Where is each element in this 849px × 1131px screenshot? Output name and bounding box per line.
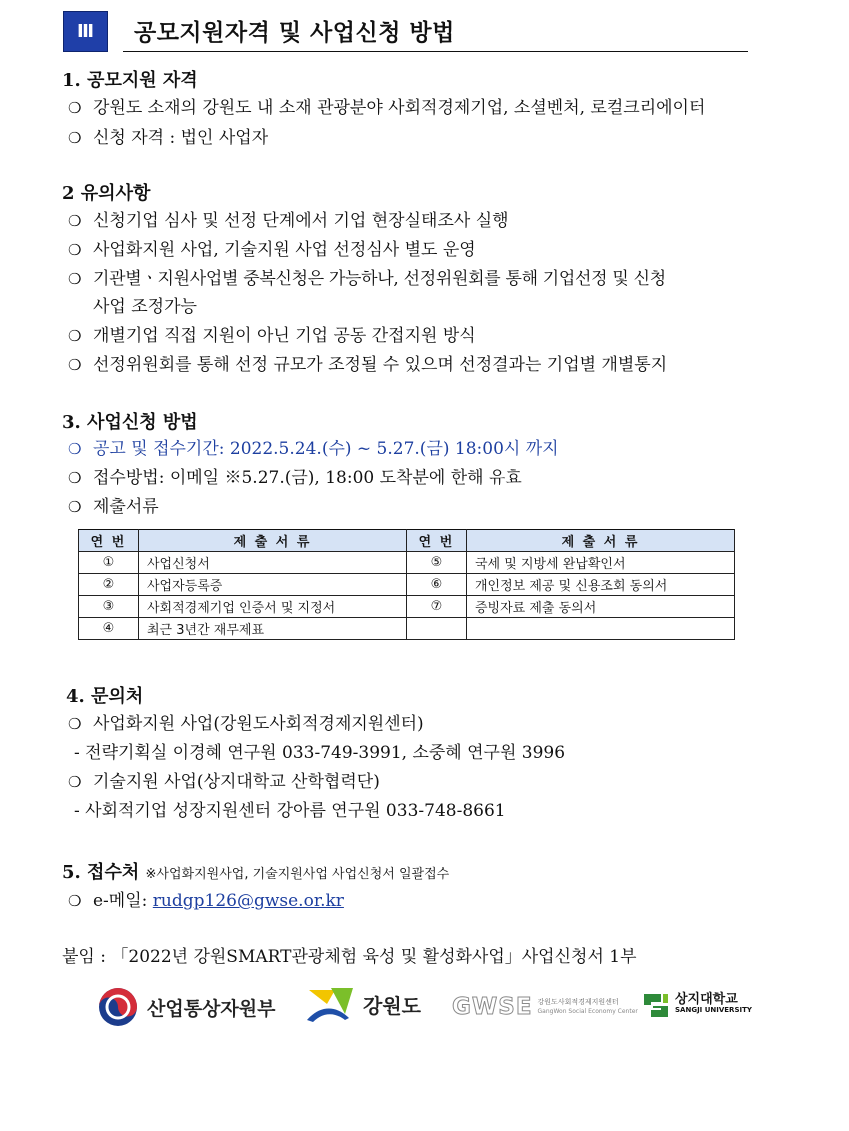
table-cell: ④	[79, 618, 139, 640]
section-1-item: ❍ 신청 자격 : 법인 사업자	[68, 128, 269, 148]
section-1-heading: 1. 공모지원 자격	[62, 70, 198, 91]
section-2-item: ❍ 신청기업 심사 및 선정 단계에서 기업 현장실태조사 실행	[68, 211, 509, 231]
table-cell: ③	[79, 596, 139, 618]
bullet-circle-icon: ❍	[68, 270, 82, 288]
section-5-note: ※사업화지원사업, 기술지원사업 사업신청서 일괄접수	[145, 867, 450, 882]
table-cell: 사회적경제기업 인증서 및 지정서	[139, 596, 407, 618]
section-2-item: ❍ 선정위원회를 통해 선정 규모가 조정될 수 있으며 선정결과는 기업별 개별통지	[68, 355, 668, 375]
required-documents-label: ❍ 제출서류	[68, 497, 159, 517]
table-cell: ②	[79, 574, 139, 596]
attachment-note: 붙임 : 「2022년 강원SMART관광체험 육성 및 활성화사업」사업신청서 1부	[62, 947, 637, 967]
gwse-name-en: GangWon Social Economy Center	[537, 1008, 638, 1015]
section-1-item: ❍ 강원도 소재의 강원도 내 소재 관광분야 사회적경제기업, 소셜벤처, 로컬크리에이터	[68, 98, 706, 118]
table-cell: ⑥	[407, 574, 467, 596]
bullet-circle-icon: ❍	[68, 892, 82, 910]
table-cell: 사업자등록증	[139, 574, 407, 596]
application-period: ❍ 공고 및 접수기간: 2022.5.24.(수) ~ 5.27.(금) 18:00시 까지	[68, 439, 559, 459]
gwse-mark: GWSE	[452, 994, 533, 1020]
ministry-logo	[97, 986, 275, 1028]
contact-detail: - 전략기획실 이경혜 연구원 033-749-3991, 소중혜 연구원 3996	[74, 743, 566, 763]
column-header: 제 출 서 류	[467, 530, 735, 552]
table-cell	[467, 618, 735, 640]
taegeuk-icon	[97, 986, 139, 1028]
column-header: 제 출 서 류	[139, 530, 407, 552]
contact-item: ❍ 사업화지원 사업(강원도사회적경제지원센터)	[68, 714, 424, 734]
table-cell: ⑤	[407, 552, 467, 574]
section-2-item: ❍ 사업화지원 사업, 기술지원 사업 선정심사 별도 운영	[68, 240, 476, 260]
table-cell: 증빙자료 제출 동의서	[467, 596, 735, 618]
table-cell: 최근 3년간 재무제표	[139, 618, 407, 640]
bullet-circle-icon: ❍	[68, 715, 82, 733]
submission-method: ❍ 접수방법: 이메일 ※5.27.(금), 18:00 도착분에 한해 유효	[68, 468, 522, 488]
title-underline	[123, 51, 748, 52]
sangji-name-kr: 상지대학교	[675, 992, 738, 1007]
sangji-name-en: SANGJI UNIVERSITY	[675, 1006, 752, 1014]
gwse-logo	[452, 994, 638, 1020]
bullet-circle-icon: ❍	[68, 440, 82, 458]
table-row	[79, 618, 735, 640]
bullet-circle-icon: ❍	[68, 212, 82, 230]
contact-detail: - 사회적기업 성장지원센터 강아름 연구원 033-748-8661	[74, 801, 506, 821]
bullet-circle-icon: ❍	[68, 129, 82, 147]
section-5-heading: 5. 접수처 ※사업화지원사업, 기술지원사업 사업신청서 일괄접수	[62, 862, 450, 883]
section-2-item: ❍ 개별기업 직접 지원이 아닌 기업 공동 간접지원 방식	[68, 326, 476, 346]
section-2-item: ❍ 기관별ㆍ지원사업별 중복신청은 가능하나, 선정위원회를 통해 기업선정 및 신청	[68, 269, 666, 289]
bullet-circle-icon: ❍	[68, 469, 82, 487]
email-line: ❍ e-메일: rudgp126@gwse.or.kr	[68, 891, 344, 911]
bullet-circle-icon: ❍	[68, 99, 82, 117]
table-cell	[407, 618, 467, 640]
sangji-mark-icon	[641, 990, 671, 1020]
column-header: 연 번	[407, 530, 467, 552]
table-row	[79, 552, 735, 574]
section-2-item-continuation: 사업 조정가능	[93, 297, 197, 317]
table-cell: 국세 및 지방세 완납확인서	[467, 552, 735, 574]
bullet-circle-icon: ❍	[68, 327, 82, 345]
gangwon-logo	[305, 984, 421, 1024]
table-row	[79, 596, 735, 618]
column-header: 연 번	[79, 530, 139, 552]
section-4-heading: 4. 문의처	[66, 686, 144, 707]
table-header-row	[79, 530, 735, 552]
table-row	[79, 574, 735, 596]
gwse-name-kr: 강원도사회적경제지원센터	[537, 998, 619, 1006]
bullet-circle-icon: ❍	[68, 773, 82, 791]
required-documents-table	[78, 529, 735, 640]
email-link[interactable]: rudgp126@gwse.or.kr	[152, 891, 344, 911]
page-title: 공모지원자격 및 사업신청 방법	[134, 20, 455, 46]
section-2-heading: 2 유의사항	[62, 183, 151, 204]
table-cell: ⑦	[407, 596, 467, 618]
table-cell: 개인정보 제공 및 신용조회 동의서	[467, 574, 735, 596]
contact-item: ❍ 기술지원 사업(상지대학교 산학협력단)	[68, 772, 380, 792]
table-cell: 사업신청서	[139, 552, 407, 574]
bullet-circle-icon: ❍	[68, 356, 82, 374]
table-cell: ①	[79, 552, 139, 574]
section-3-heading: 3. 사업신청 방법	[62, 412, 198, 433]
gangwon-name: 강원도	[363, 993, 421, 1018]
section-number-badge: Ⅲ	[63, 11, 108, 52]
bullet-circle-icon: ❍	[68, 241, 82, 259]
gangwon-mark-icon	[305, 984, 357, 1024]
bullet-circle-icon: ❍	[68, 498, 82, 516]
sangji-logo	[641, 990, 752, 1020]
ministry-name: 산업통상자원부	[147, 997, 276, 1020]
